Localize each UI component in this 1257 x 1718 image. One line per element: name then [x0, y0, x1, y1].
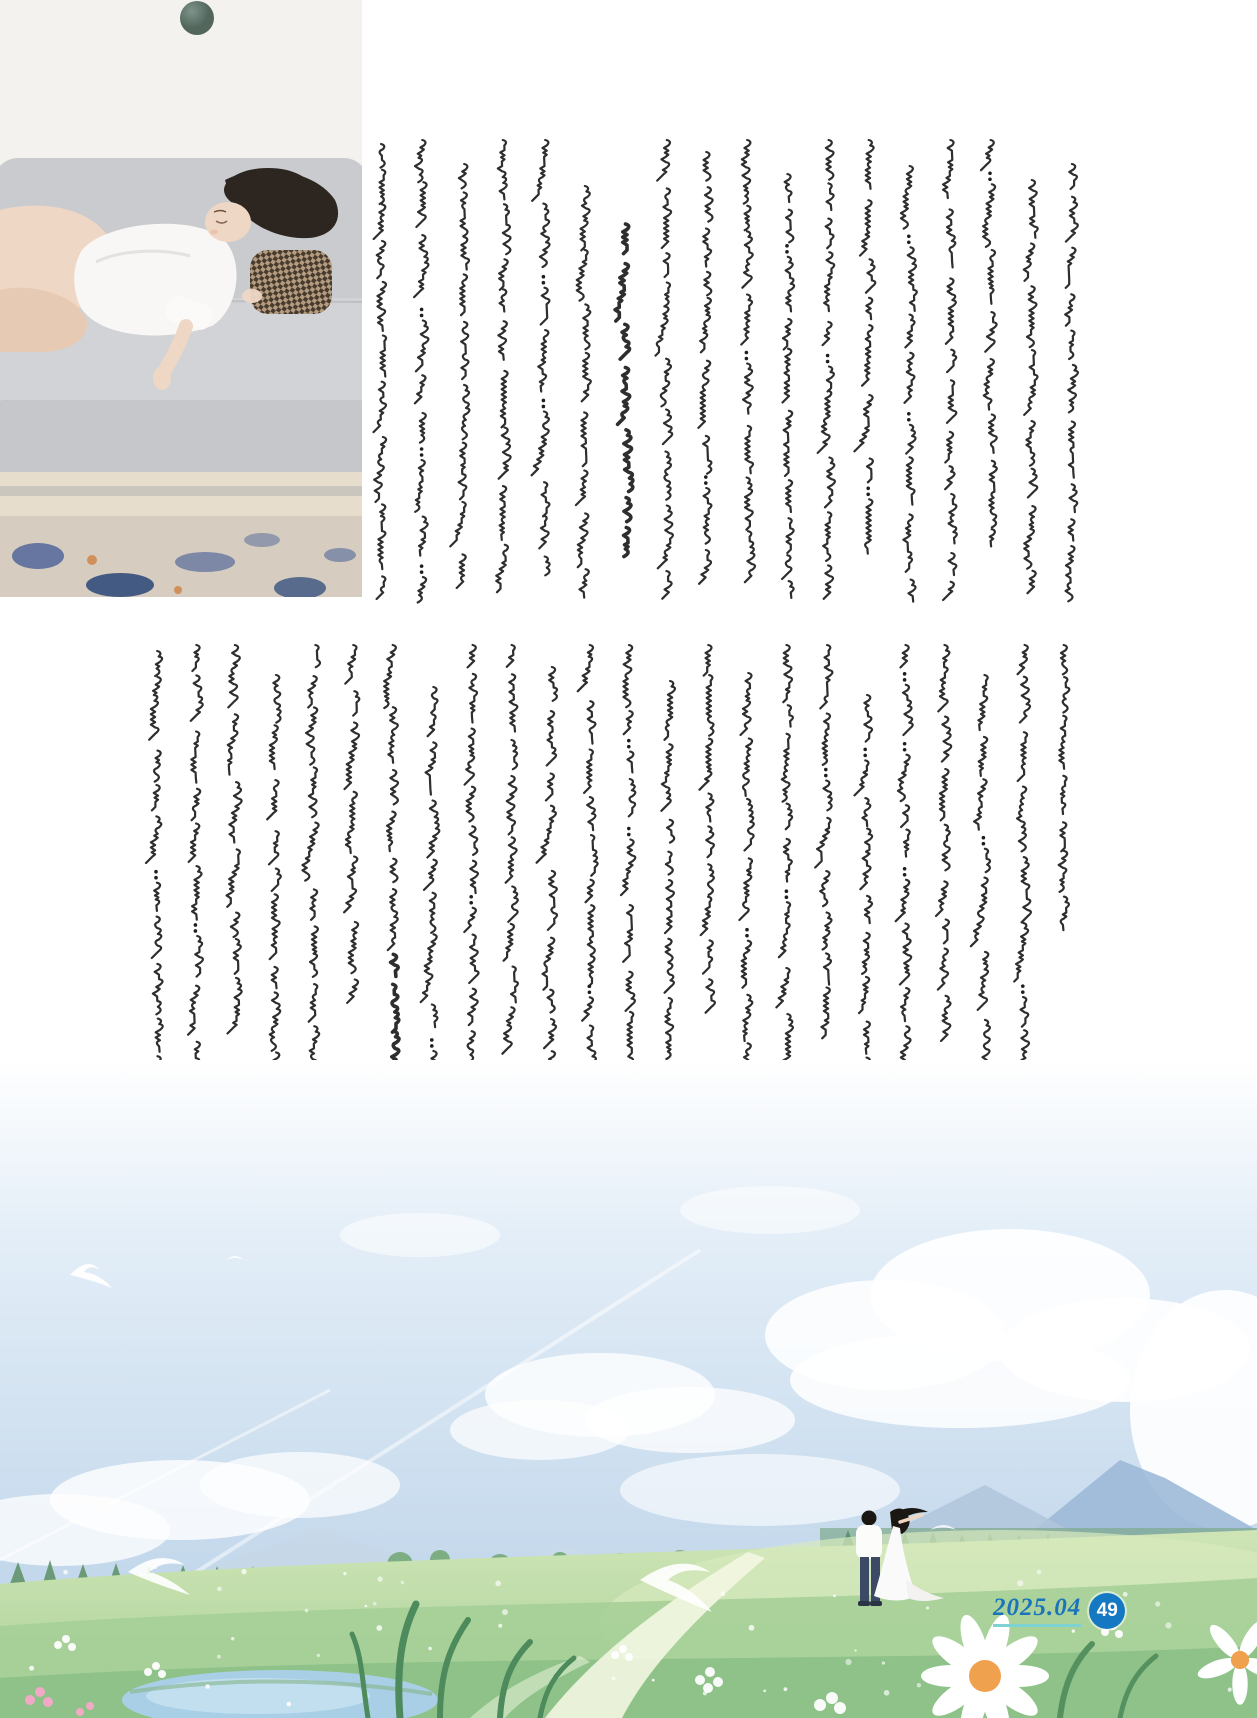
- mongolian-text-column: [1059, 645, 1070, 930]
- mongolian-text-column: [414, 140, 428, 603]
- houndstooth-pillow: [250, 250, 332, 314]
- mongolian-text-column: [578, 645, 598, 1076]
- mongolian-text-column: [776, 645, 793, 1077]
- groom-head: [862, 1511, 877, 1526]
- mongolian-text-column: [854, 140, 875, 554]
- mongolian-text-column: [1065, 164, 1078, 601]
- mongolian-text-column: [576, 186, 591, 598]
- mongolian-text-column: [384, 645, 399, 1070]
- mongolian-text-column: [741, 140, 755, 582]
- groom-pants: [860, 1557, 869, 1603]
- sofa-photo-graphic: [0, 0, 362, 597]
- mongolian-text-column: [661, 681, 675, 1081]
- mongolian-text-column: [818, 140, 835, 599]
- mongolian-text-column: [496, 140, 510, 592]
- mongolian-text-column: [1014, 645, 1031, 1084]
- mongolian-text-column: [815, 645, 832, 1038]
- issue-label: 2025.04: [993, 1595, 1081, 1627]
- mongolian-text-column: [936, 645, 951, 1041]
- mongolian-text-column: [464, 645, 478, 1082]
- mongolian-text-column: [971, 675, 990, 1071]
- mongolian-text-column: [302, 645, 319, 1084]
- groom-shirt: [856, 1525, 882, 1559]
- mongolian-text-column: [698, 152, 712, 584]
- mongolian-text-column: [537, 667, 557, 1080]
- mongolian-text-column: [146, 651, 163, 1080]
- mongolian-text-column: [421, 687, 440, 1079]
- mongolian-text-column: [621, 645, 635, 1080]
- woman-face: [205, 202, 251, 242]
- mongolian-text-column: [981, 140, 997, 546]
- mongolian-text-column: [502, 645, 518, 1054]
- mongolian-text-column: [700, 645, 715, 1013]
- hand: [153, 366, 171, 390]
- mongolian-text-column: [188, 645, 203, 1082]
- mongolian-text-column: [943, 140, 957, 600]
- mongolian-text-column: [532, 140, 550, 575]
- mongolian-text-column: [615, 224, 633, 557]
- mongolian-text-column: [344, 645, 359, 1003]
- sofa-photo: [0, 0, 362, 597]
- mongolian-text-column: [266, 675, 281, 1082]
- mongolian-text-column: [896, 645, 913, 1066]
- mongolian-text-column: [374, 144, 387, 599]
- mongolian-text-column: [901, 166, 917, 602]
- mongolian-text-column: [855, 695, 873, 1080]
- mongolian-text-column: [656, 140, 673, 599]
- page-number-badge: 49: [1089, 1593, 1125, 1629]
- mongolian-text-column: [782, 174, 794, 598]
- page-footer-badge: [993, 1593, 1125, 1629]
- wall-sphere-ornament: [180, 1, 214, 35]
- mongolian-text-column: [450, 164, 469, 588]
- mongolian-text-column: [1024, 180, 1038, 593]
- mongolian-text-column: [739, 673, 753, 1083]
- mongolian-text-column: [227, 645, 242, 1034]
